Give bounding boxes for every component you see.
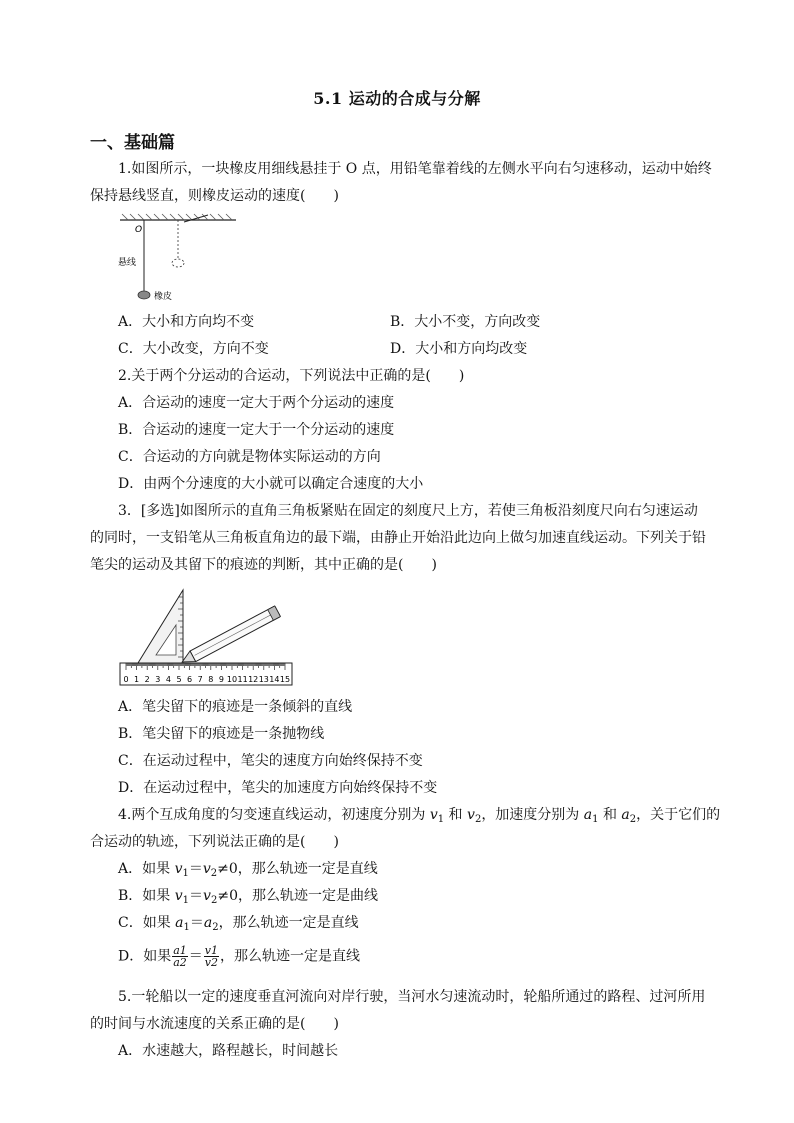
- q3-option-d: D．在运动过程中，笔尖的加速度方向始终保持不变: [118, 780, 438, 796]
- q4-option-c: C．如果 $a_1=a_2$，那么轨迹一定是直线: [118, 915, 359, 933]
- ruler-tick-label: 0: [123, 675, 129, 684]
- q1-option-c: C．大小改变，方向不变: [118, 341, 269, 357]
- q5-stem-line2: 的时间与水流速度的关系正确的是( ): [90, 1016, 339, 1032]
- q4-option-d: D．如果 $\frac{a1}{a2}$ ＝ $\frac{v1}{v2}$ ，那么轨迹一定是直线: [118, 944, 361, 969]
- q3-stem-line2: 的同时，一支铅笔从三角板直角边的最下端，由静止开始沿此边向上做匀加速直线运动。下列关于铅: [90, 530, 706, 546]
- q1-stem-line2: 保持悬线竖直，则橡皮运动的速度( ): [90, 188, 339, 204]
- q4-stem-line1: 4.两个互成角度的匀变速直线运动，初速度分别为 $v_1$ 和 $v_2$，加速度分别为 $a_1$ 和 $a_2$，关于它们的: [118, 807, 721, 825]
- ruler-tick-label: 2: [144, 675, 150, 684]
- q1-option-d: D．大小和方向均改变: [390, 341, 528, 357]
- ruler-tick-label: 4: [165, 675, 171, 684]
- q1-stem-line1: 1.如图所示，一块橡皮用细线悬挂于 O 点，用铅笔靠着线的左侧水平向右匀速移动，运动中始终: [118, 161, 712, 177]
- ruler-tick-label: 13: [258, 675, 269, 684]
- q4-frac-v: $\frac{v1}{v2}$: [204, 944, 219, 969]
- ruler-tick-label: 5: [176, 675, 182, 684]
- q3-figure-triangle-ruler-pencil: [118, 585, 298, 687]
- ruler-tick-label: 14: [269, 675, 280, 684]
- section-heading: 一、基础篇: [90, 133, 175, 153]
- q2-option-b: B．合运动的速度一定大于一个分运动的速度: [118, 422, 395, 438]
- q3-stem-line3: 笔尖的运动及其留下的痕迹的判断，其中正确的是( ): [90, 557, 437, 573]
- q4-frac-a: $\frac{a1}{a2}$: [173, 944, 187, 969]
- q1-label-eraser: 橡皮: [154, 292, 173, 302]
- q4-option-a: A．如果 $v_1=v_2\ne 0$，那么轨迹一定是直线: [118, 861, 378, 879]
- q1-option-b: B．大小不变，方向改变: [390, 314, 541, 330]
- ruler-tick-label: 15: [279, 675, 291, 684]
- ruler-tick-label: 11: [237, 675, 248, 684]
- q5-stem-line1: 5.一轮船以一定的速度垂直河流向对岸行驶，当河水匀速流动时，轮船所通过的路程、过河所用: [118, 989, 706, 1005]
- q3-option-a: A．笔尖留下的痕迹是一条倾斜的直线: [118, 699, 353, 715]
- ruler-tick-label: 1: [134, 675, 140, 684]
- q3-stem-line1: 3．[多选]如图所示的直角三角板紧贴在固定的刻度尺上方，若使三角板沿刻度尺向右匀速运动: [118, 503, 698, 519]
- q1-figure-eraser-pendulum: [118, 212, 243, 307]
- ruler-tick-label: 9: [218, 675, 224, 684]
- ruler-tick-label: 6: [187, 675, 193, 684]
- q4-option-b: B．如果 $v_1=v_2\ne 0$，那么轨迹一定是曲线: [118, 888, 378, 906]
- ruler-tick-label: 7: [197, 675, 203, 684]
- ruler-tick-label: 10: [226, 675, 238, 684]
- q1-label-thread: 悬线: [118, 258, 137, 268]
- page-title: 5.1 运动的合成与分解: [313, 89, 481, 108]
- q1-label-o: O: [135, 225, 143, 235]
- q2-stem: 2.关于两个分运动的合运动，下列说法中正确的是( ): [118, 368, 465, 384]
- q4-stem-line2: 合运动的轨迹，下列说法正确的是( ): [90, 834, 339, 850]
- ruler-tick-label: 12: [248, 675, 259, 684]
- q3-option-b: B．笔尖留下的痕迹是一条抛物线: [118, 726, 325, 742]
- ruler-tick-label: 8: [208, 675, 214, 684]
- ruler-tick-label: 3: [155, 675, 161, 684]
- q2-option-c: C．合运动的方向就是物体实际运动的方向: [118, 449, 381, 465]
- q1-option-a: A．大小和方向均不变: [118, 314, 255, 330]
- q5-option-a: A．水速越大，路程越长，时间越长: [118, 1043, 339, 1059]
- q2-option-a: A．合运动的速度一定大于两个分运动的速度: [118, 395, 395, 411]
- q3-option-c: C．在运动过程中，笔尖的速度方向始终保持不变: [118, 753, 423, 769]
- q2-option-d: D．由两个分速度的大小就可以确定合速度的大小: [118, 476, 424, 492]
